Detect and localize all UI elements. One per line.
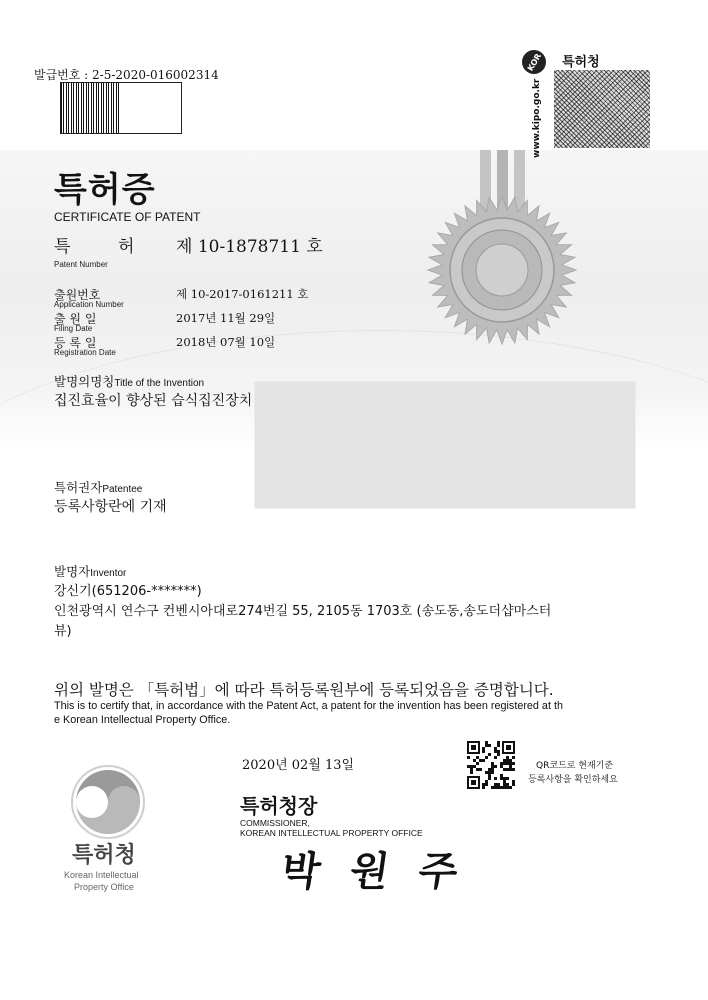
application-number: 제 10-2017-0161211 호: [176, 287, 309, 301]
page-title: 특허증: [54, 170, 156, 210]
logo-name-en-2: Property Office: [74, 882, 134, 892]
commissioner-title-en-2: KOREAN INTELLECTUAL PROPERTY OFFICE: [240, 828, 423, 838]
qr-note-line2: 등록사항을 확인하세요: [528, 775, 618, 785]
qr-note-line1: QR코드로 현재기준: [536, 761, 614, 771]
kipo-url: www.kipo.go.kr: [532, 78, 542, 158]
filing-date: 2017년 11월 29일: [176, 311, 276, 325]
certify-statement-en-line1: This is to certify that, in accordance with the Patent Act, a patent for the invention has been registered at th: [54, 700, 563, 712]
inventor-name: 강신기(651206-*******): [54, 584, 202, 599]
page-subtitle: CERTIFICATE OF PATENT: [54, 210, 201, 224]
certify-statement-en-line2: e Korean Intellectual Property Office.: [54, 714, 231, 726]
kipo-hologram: [554, 70, 650, 148]
patent-label-2: 허: [118, 237, 135, 257]
registration-date: 2018년 07월 10일: [176, 335, 276, 349]
certify-statement-ko: 위의 발명은 「특허법」에 따라 특허등록원부에 등록되었음을 증명합니다.: [54, 681, 554, 699]
commissioner-signature: 박 원 주: [278, 849, 469, 895]
barcode: [60, 82, 182, 134]
patentee-value: 등록사항란에 기재: [54, 499, 167, 515]
kipo-logo: [68, 762, 148, 842]
issue-number: 발급번호 : 2-5-2020-016002314: [34, 68, 219, 82]
invention-label-ko: 발명의명칭: [54, 374, 115, 389]
taegeuk-icon: [68, 762, 148, 842]
issue-date: 2020년 02월 13일: [242, 758, 355, 773]
logo-name-en-1: Korean Intellectual: [64, 870, 139, 880]
application-number-label-en: Application Number: [54, 300, 124, 309]
inventor-label-ko: 발명자: [54, 564, 91, 579]
application-number-label: 출원번호: [54, 288, 101, 302]
kipo-stamp: [520, 48, 650, 158]
qr-code: [466, 740, 516, 790]
registration-date-label-en: Registration Date: [54, 348, 116, 357]
inventor-address-line1: 인천광역시 연수구 컨벤시아대로274번길 55, 2105동 1703호 (송도동,송도더샵마스터: [54, 604, 552, 619]
commissioner-title-en-1: COMMISSIONER,: [240, 818, 310, 828]
commissioner-title: 특허청장: [240, 794, 318, 818]
inventor-label: [54, 562, 126, 580]
patentee-label-ko: 특허권자: [54, 480, 103, 495]
filing-date-label-en: Filing Date: [54, 324, 93, 333]
kor-badge: KOR: [518, 46, 551, 79]
invention-label: [54, 372, 204, 390]
invention-label-en: Title of the Invention: [114, 378, 205, 389]
patent-label-en: Patent Number: [54, 260, 108, 269]
seal-ribbon-emblem: [420, 150, 590, 360]
filing-date-label: 출 원 일: [54, 312, 97, 326]
patentee-label-en: Patentee: [102, 484, 143, 495]
patentee-label: [54, 478, 142, 496]
inventor-label-en: Inventor: [90, 568, 127, 579]
logo-name-ko: 특허청: [72, 843, 136, 868]
registration-date-label: 등 록 일: [54, 336, 97, 350]
kipo-stamp-label: 특허청: [562, 55, 600, 70]
kipo-stamp-side: [520, 48, 550, 158]
patent-label-1: 특: [54, 237, 71, 257]
invention-title: 집진효율이 향상된 습식집진장치: [54, 393, 253, 409]
inventor-address-line2: 뷰): [54, 624, 72, 639]
patent-number: 제 10-1878711 호: [176, 237, 323, 257]
